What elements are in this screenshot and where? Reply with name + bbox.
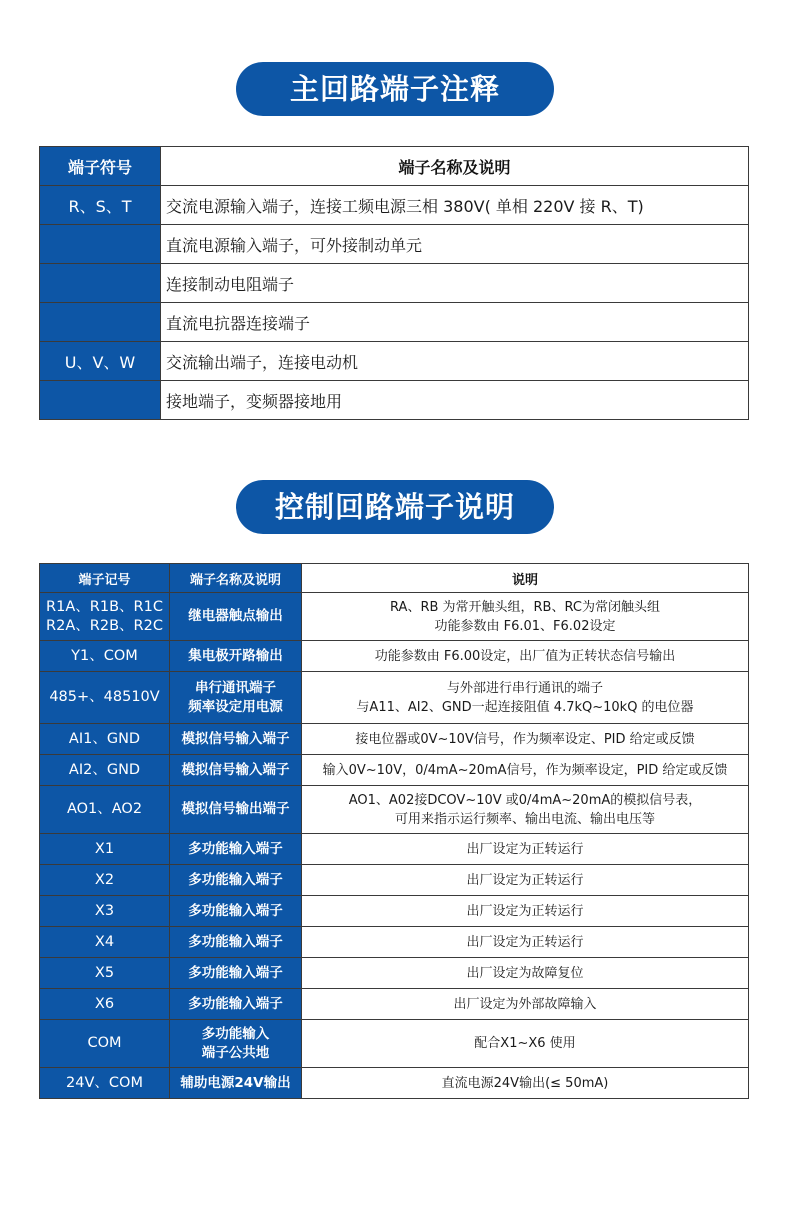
terminal-mark xyxy=(40,1068,170,1099)
terminal-description-line: RA、RB 为常开触头组，RB、RC为常闭触头组 xyxy=(390,599,660,615)
header-terminal-name: 端子名称及说明 xyxy=(161,147,749,186)
terminal-mark-line: Y1、COM xyxy=(71,647,138,664)
terminal-description xyxy=(302,755,749,786)
terminal-name-line: 多功能输入端子 xyxy=(188,995,283,1012)
terminal-name xyxy=(170,834,302,865)
terminal-name-line: 端子公共地 xyxy=(201,1044,270,1061)
terminal-description: 连接制动电阻端子 xyxy=(161,264,749,303)
terminal-description-line: 出厂设定为正转运行 xyxy=(466,934,584,950)
terminal-name-line: 模拟信号输入端子 xyxy=(181,761,290,778)
header-terminal-symbol: 端子符号 xyxy=(40,147,161,186)
terminal-description-line: 出厂设定为外部故障输入 xyxy=(453,996,597,1012)
terminal-name-line: 继电器触点输出 xyxy=(188,608,283,624)
terminal-mark-line: X6 xyxy=(94,995,115,1012)
table-row xyxy=(40,225,749,264)
table-row xyxy=(40,381,749,420)
table-row xyxy=(40,958,749,989)
terminal-description xyxy=(302,724,749,755)
table-row xyxy=(40,1020,749,1068)
terminal-mark-line: AI1、GND xyxy=(68,730,141,747)
terminal-name-line: 多功能输入端子 xyxy=(188,871,283,888)
terminal-mark xyxy=(40,834,170,865)
terminal-symbol xyxy=(40,303,161,342)
terminal-description-line: 与外部进行串行通讯的端子 xyxy=(446,680,603,696)
terminal-name xyxy=(170,896,302,927)
terminal-description-line: 输入0V~10V，0/4mA~20mA信号，作为频率设定，PID 给定或反馈 xyxy=(322,762,728,778)
terminal-description xyxy=(302,672,749,724)
terminal-name xyxy=(170,989,302,1020)
table-row xyxy=(40,724,749,755)
terminal-description xyxy=(302,786,749,834)
terminal-name-line: 模拟信号输入端子 xyxy=(181,730,290,747)
terminal-name-line: 频率设定用电源 xyxy=(188,698,283,715)
terminal-name xyxy=(170,755,302,786)
terminal-description-line: 直流电源24V输出(≤ 50mA) xyxy=(441,1075,609,1091)
terminal-mark xyxy=(40,896,170,927)
table-row xyxy=(40,896,749,927)
terminal-mark xyxy=(40,593,170,641)
table-header-row xyxy=(40,147,749,186)
terminal-name xyxy=(170,672,302,724)
terminal-mark xyxy=(40,755,170,786)
terminal-description xyxy=(302,896,749,927)
terminal-name-line: 多功能输入端子 xyxy=(188,933,283,950)
terminal-symbol xyxy=(40,225,161,264)
table-row xyxy=(40,264,749,303)
terminal-description: 接地端子，变频器接地用 xyxy=(161,381,749,420)
terminal-symbol: U、V、W xyxy=(40,342,161,381)
header-description: 说明 xyxy=(302,564,749,593)
terminal-mark-line: X5 xyxy=(94,964,115,981)
terminal-description: 直流电源输入端子，可外接制动单元 xyxy=(161,225,749,264)
control-table-body xyxy=(40,593,749,1099)
terminal-description-line: 接电位器或0V~10V信号，作为频率设定、PID 给定或反馈 xyxy=(355,731,695,747)
terminal-name xyxy=(170,927,302,958)
terminal-description xyxy=(302,641,749,672)
terminal-symbol xyxy=(40,264,161,303)
terminal-symbol xyxy=(40,381,161,420)
terminal-name-line: 辅助电源24V输出 xyxy=(180,1074,291,1091)
terminal-description xyxy=(302,989,749,1020)
terminal-description-line: 功能参数由 F6.01、F6.02设定 xyxy=(434,618,616,634)
terminal-mark-line: COM xyxy=(87,1035,122,1051)
main-circuit-table xyxy=(39,146,749,420)
terminal-mark xyxy=(40,958,170,989)
table-row xyxy=(40,303,749,342)
terminal-name xyxy=(170,641,302,672)
table-row xyxy=(40,1068,749,1099)
terminal-mark-line: R1A、R1B、R1C xyxy=(46,598,163,615)
main-circuit-title: 主回路端子注释 xyxy=(236,62,554,116)
terminal-mark xyxy=(40,1020,170,1068)
terminal-symbol: R、S、T xyxy=(40,186,161,225)
terminal-name xyxy=(170,958,302,989)
terminal-mark-line: X3 xyxy=(94,902,115,919)
table-row xyxy=(40,186,749,225)
table-row xyxy=(40,834,749,865)
terminal-mark-line: X1 xyxy=(94,840,115,857)
terminal-name-line: 模拟信号输出端子 xyxy=(181,801,290,817)
table-row xyxy=(40,641,749,672)
header-terminal-name: 端子名称及说明 xyxy=(170,564,302,593)
terminal-description-line: AO1、A02接DCOV~10V 或0/4mA~20mA的模拟信号表， xyxy=(348,792,702,808)
table-row xyxy=(40,989,749,1020)
terminal-description xyxy=(302,834,749,865)
terminal-mark-line: R2A、R2B、R2C xyxy=(46,617,163,634)
terminal-name xyxy=(170,786,302,834)
terminal-mark-line: X4 xyxy=(94,933,115,950)
terminal-description xyxy=(302,958,749,989)
terminal-name xyxy=(170,724,302,755)
terminal-description-line: 可用来指示运行频率、输出电流、输出电压等 xyxy=(394,811,655,827)
table-row xyxy=(40,342,749,381)
terminal-description: 直流电抗器连接端子 xyxy=(161,303,749,342)
terminal-name-line: 集电极开路输出 xyxy=(188,647,283,664)
terminal-mark xyxy=(40,672,170,724)
terminal-name-line: 多功能输入端子 xyxy=(188,840,283,857)
terminal-description-line: 功能参数由 F6.00设定，出厂值为正转状态信号输出 xyxy=(374,648,676,664)
terminal-mark-line: X2 xyxy=(94,871,115,888)
terminal-name xyxy=(170,1020,302,1068)
terminal-mark xyxy=(40,865,170,896)
terminal-description: 交流输出端子，连接电动机 xyxy=(161,342,749,381)
table-row xyxy=(40,755,749,786)
terminal-name-line: 串行通讯端子 xyxy=(195,679,276,696)
table-row xyxy=(40,593,749,641)
terminal-mark xyxy=(40,927,170,958)
terminal-description-line: 出厂设定为正转运行 xyxy=(466,872,584,888)
terminal-description xyxy=(302,927,749,958)
table-row xyxy=(40,865,749,896)
terminal-description xyxy=(302,1068,749,1099)
terminal-mark xyxy=(40,724,170,755)
terminal-description-line: 与A11、AI2、GND一起连接阻值 4.7kQ~10kQ 的电位器 xyxy=(356,699,694,715)
table-header-row xyxy=(40,564,749,593)
terminal-mark xyxy=(40,641,170,672)
terminal-name xyxy=(170,1068,302,1099)
terminal-description xyxy=(302,1020,749,1068)
terminal-name-line: 多功能输入 xyxy=(201,1025,270,1042)
terminal-description xyxy=(302,593,749,641)
control-circuit-table xyxy=(39,563,749,1099)
terminal-description: 交流电源输入端子，连接工频电源三相 380V( 单相 220V 接 R、T) xyxy=(161,186,749,225)
table-row xyxy=(40,786,749,834)
terminal-name xyxy=(170,593,302,641)
terminal-description xyxy=(302,865,749,896)
terminal-name-line: 多功能输入端子 xyxy=(188,964,283,981)
terminal-description-line: 出厂设定为故障复位 xyxy=(466,965,584,981)
table-row xyxy=(40,672,749,724)
terminal-description-line: 配合X1~X6 使用 xyxy=(474,1036,576,1051)
terminal-name xyxy=(170,865,302,896)
terminal-mark-line: AO1、AO2 xyxy=(66,801,143,817)
terminal-mark-line: AI2、GND xyxy=(68,761,141,778)
terminal-mark xyxy=(40,786,170,834)
control-circuit-title: 控制回路端子说明 xyxy=(236,480,554,534)
terminal-mark xyxy=(40,989,170,1020)
terminal-description-line: 出厂设定为正转运行 xyxy=(466,903,584,919)
terminal-mark-line: 24V、COM xyxy=(66,1074,143,1091)
terminal-mark-line: 485+、48510V xyxy=(49,689,160,705)
terminal-description-line: 出厂设定为正转运行 xyxy=(466,841,584,857)
header-terminal-mark: 端子记号 xyxy=(40,564,170,593)
terminal-name-line: 多功能输入端子 xyxy=(188,902,283,919)
table-row xyxy=(40,927,749,958)
